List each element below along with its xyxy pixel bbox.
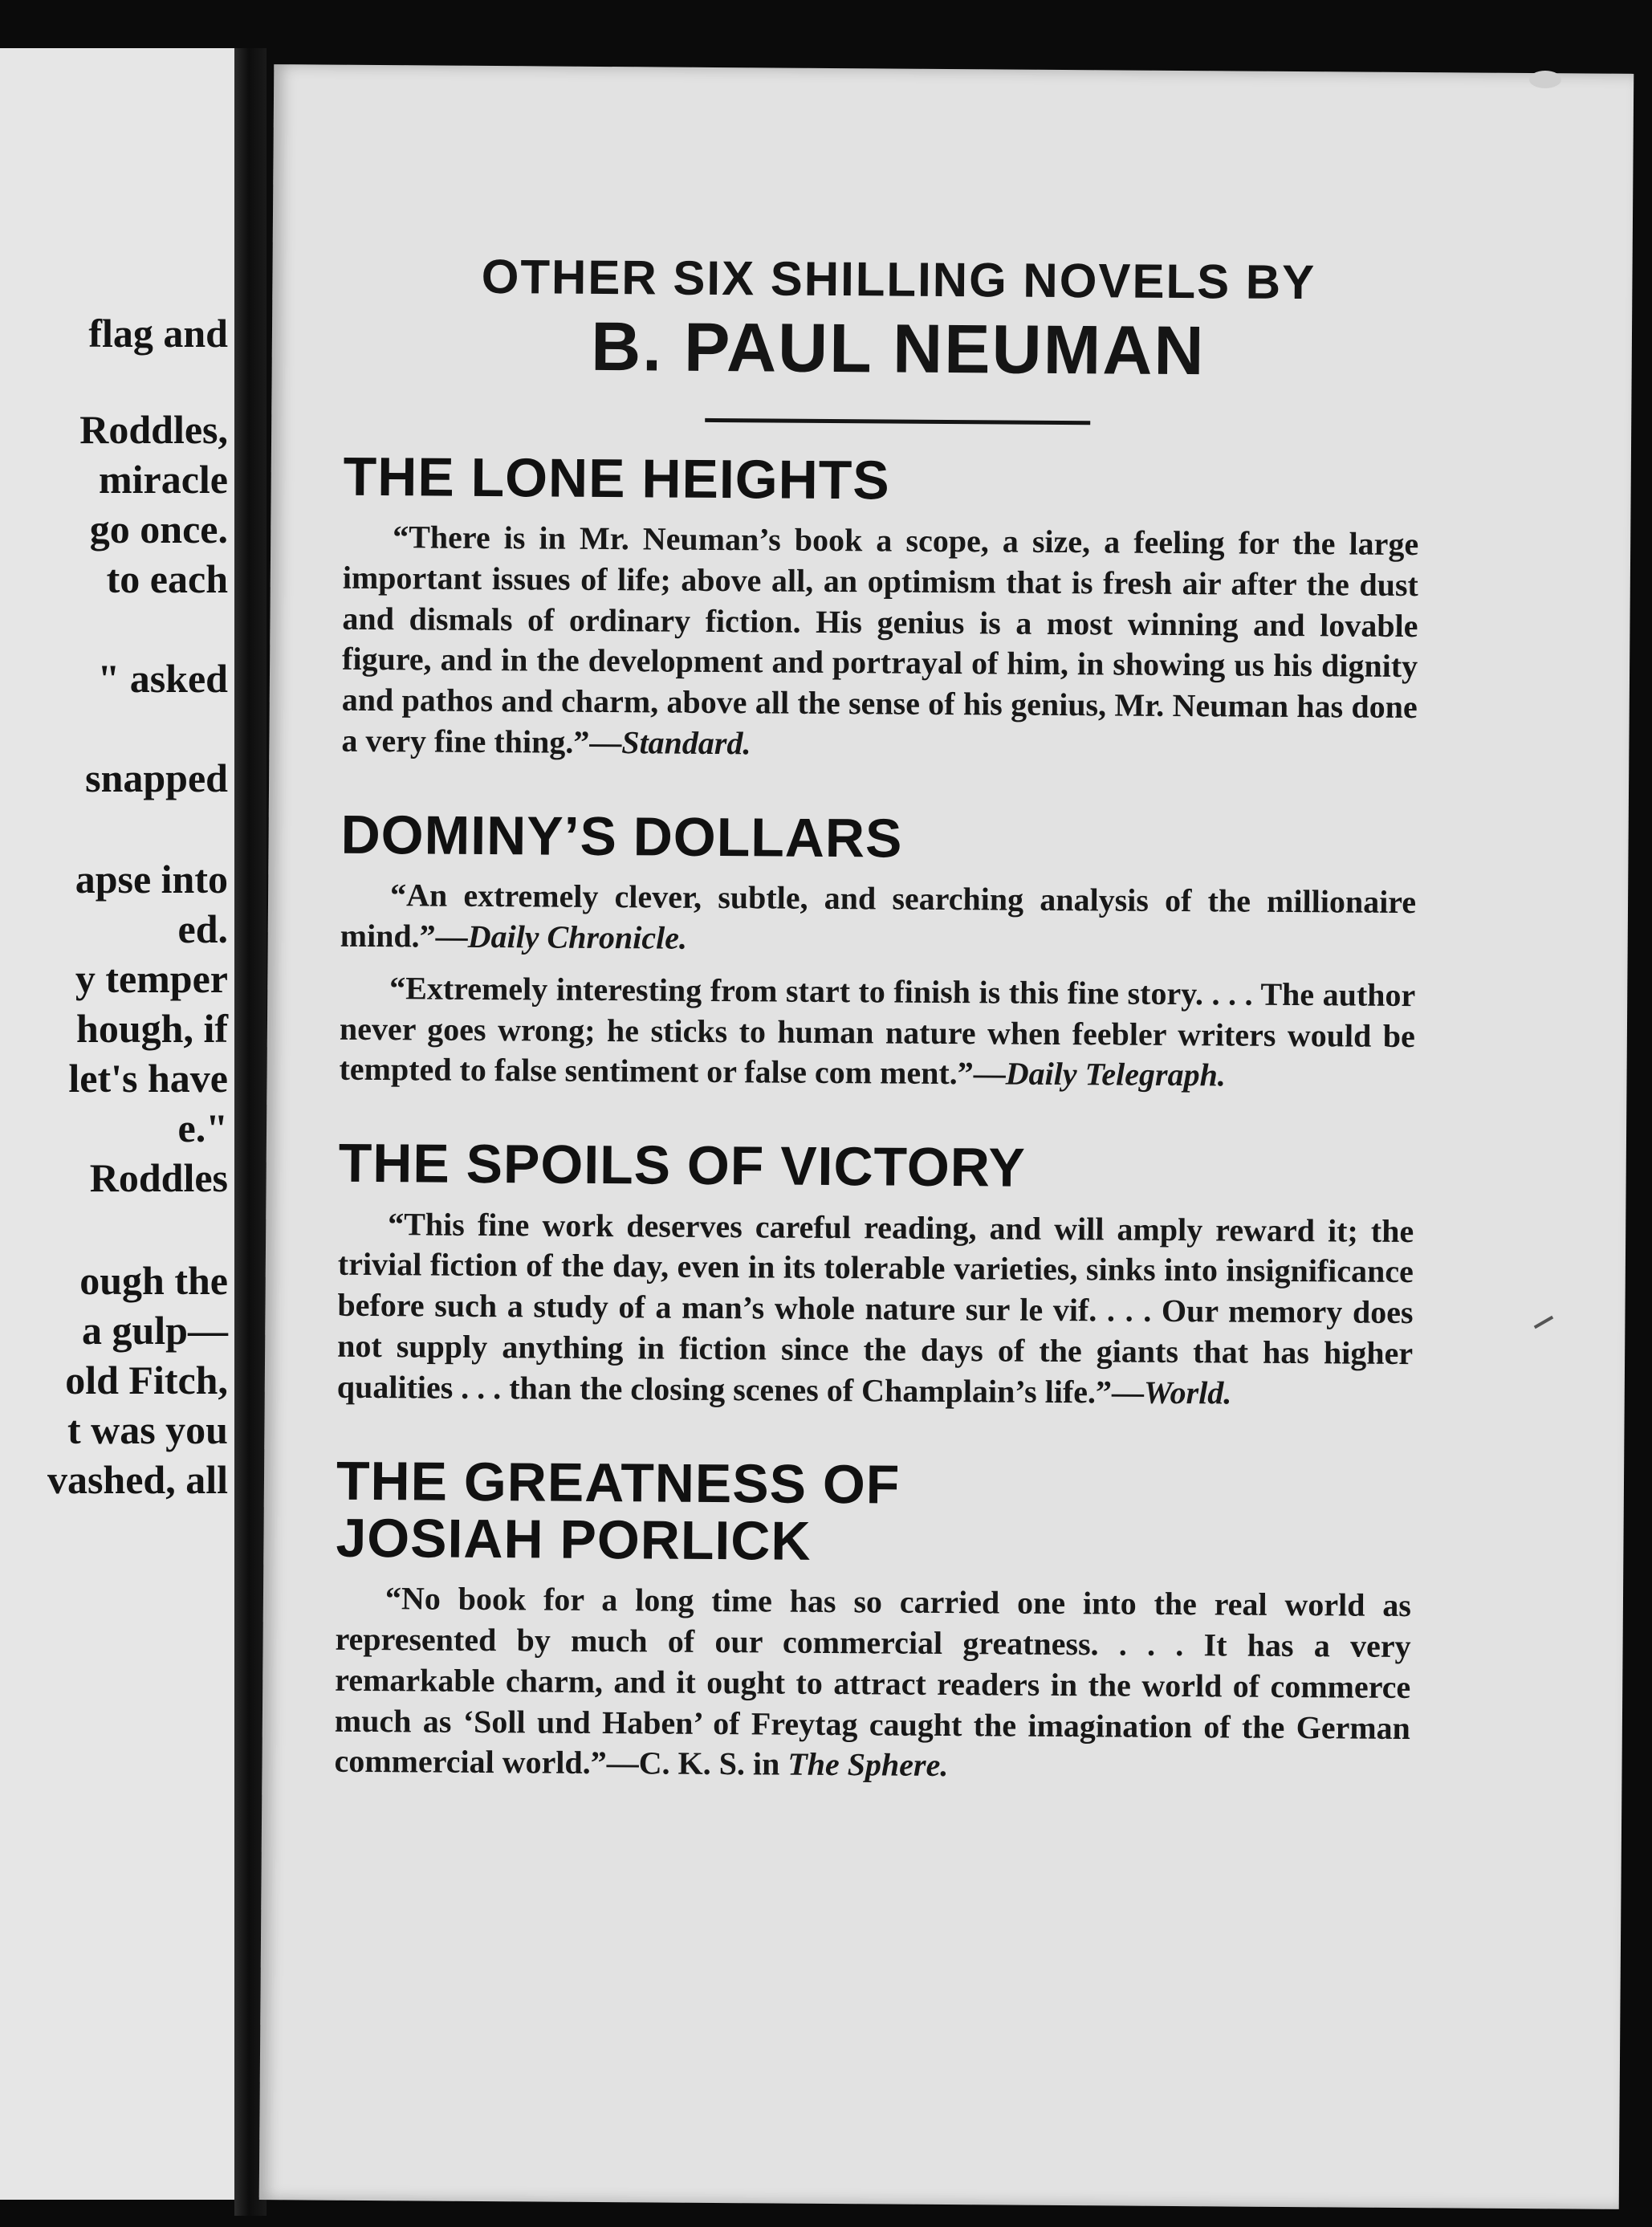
novel-title: THE LONE HEIGHTS xyxy=(343,446,890,511)
left-page-line: " asked xyxy=(97,656,228,701)
left-page-line: let's have xyxy=(68,1056,228,1101)
left-page-line: old Fitch, xyxy=(65,1358,228,1403)
review-quote xyxy=(334,1578,1411,1789)
review-source: The Sphere. xyxy=(787,1746,949,1784)
left-page-line: ed. xyxy=(177,906,228,951)
review-source: Daily Telegraph. xyxy=(1005,1055,1226,1093)
left-page-line: t was you xyxy=(67,1407,228,1452)
review-text: “No book for a long time has so carried one into the real world as represented by much of our commercial greatness. . . . It has a very remarkable charm, and it ought to attract readers in the world of commerce much as ‘Soll und Haben’ of Freytag caught the imagination of the German commercial world.”—C. K. S. in xyxy=(334,1580,1412,1783)
left-page-line: Roddles, xyxy=(79,407,228,452)
left-page-line: a gulp— xyxy=(81,1308,228,1353)
left-page-line: e." xyxy=(177,1105,228,1150)
review-source: World. xyxy=(1143,1374,1232,1411)
author-name: B. PAUL NEUMAN xyxy=(590,307,1206,390)
left-page-line: vashed, all xyxy=(47,1457,228,1502)
novel-title: THE SPOILS OF VICTORY xyxy=(338,1132,1026,1199)
review-quote xyxy=(337,1203,1414,1415)
review-text: “There is in Mr. Neuman’s book a scope, a size, a feeling for the large important issues of life; above all, an optimism that is fresh air after the dust and dismals of ordinary fiction. His genius is a most winning and lovable figure, and in the development and portrayal of him, in showing us his dignity and pathos and charm, above all the sense of his genius, Mr. Neuman has done a very fine thing.”— xyxy=(341,519,1419,761)
review-quote xyxy=(341,517,1418,769)
novel-title: DOMINY’S DOLLARS xyxy=(340,804,903,869)
novel-spoils-of-victory xyxy=(336,1132,1414,1415)
left-page-line: y temper xyxy=(75,956,228,1001)
page-corner-mark xyxy=(1529,71,1561,88)
novel-greatness-of-josiah-porlick xyxy=(334,1452,1412,1789)
divider-rule xyxy=(705,417,1090,424)
novel-dominys-dollars xyxy=(339,806,1416,1097)
right-page xyxy=(259,64,1634,2209)
left-page-line: hough, if xyxy=(76,1006,228,1051)
page-content xyxy=(334,250,1421,1835)
review-quote xyxy=(340,875,1417,964)
page-heading: OTHER SIX SHILLING NOVELS BY xyxy=(481,249,1316,310)
novel-lone-heights xyxy=(341,448,1419,769)
left-page-line: go once. xyxy=(89,507,228,552)
review-source: Daily Chronicle. xyxy=(467,918,688,956)
left-page-line: ough the xyxy=(79,1258,228,1303)
left-page-line: to each xyxy=(106,556,228,601)
left-page-line: Roddles xyxy=(89,1155,228,1200)
review-text: “An extremely clever, subtle, and searching analysis of the millionaire mind.”— xyxy=(340,877,1417,955)
review-text: “This fine work deserves careful reading, and will amply reward it; the trivial fiction of the day, even in its tolerable varieties, sinks into insignificance before such a study of a man’s whole nature sur le vif. . . . Our memory does not supply anything in fiction since the days of the giants that has higher qualities . . . than the closing scenes of Champlain’s life.”— xyxy=(336,1205,1414,1411)
review-text: “Extremely interesting from start to finish is this fine story. . . . The author never goes wrong; he sticks to human nature when feebler writers would be tempted to false sentiment or false com ment.”— xyxy=(339,969,1416,1092)
left-facing-page xyxy=(0,48,234,2200)
left-page-line: flag and xyxy=(88,311,228,356)
novel-title: THE GREATNESS OF JOSIAH PORLICK xyxy=(336,1450,901,1572)
left-page-line: apse into xyxy=(75,857,228,902)
review-quote xyxy=(339,967,1415,1097)
left-page-line: snapped xyxy=(85,755,228,800)
review-source: Standard. xyxy=(621,724,751,762)
left-page-line: miracle xyxy=(98,457,228,502)
